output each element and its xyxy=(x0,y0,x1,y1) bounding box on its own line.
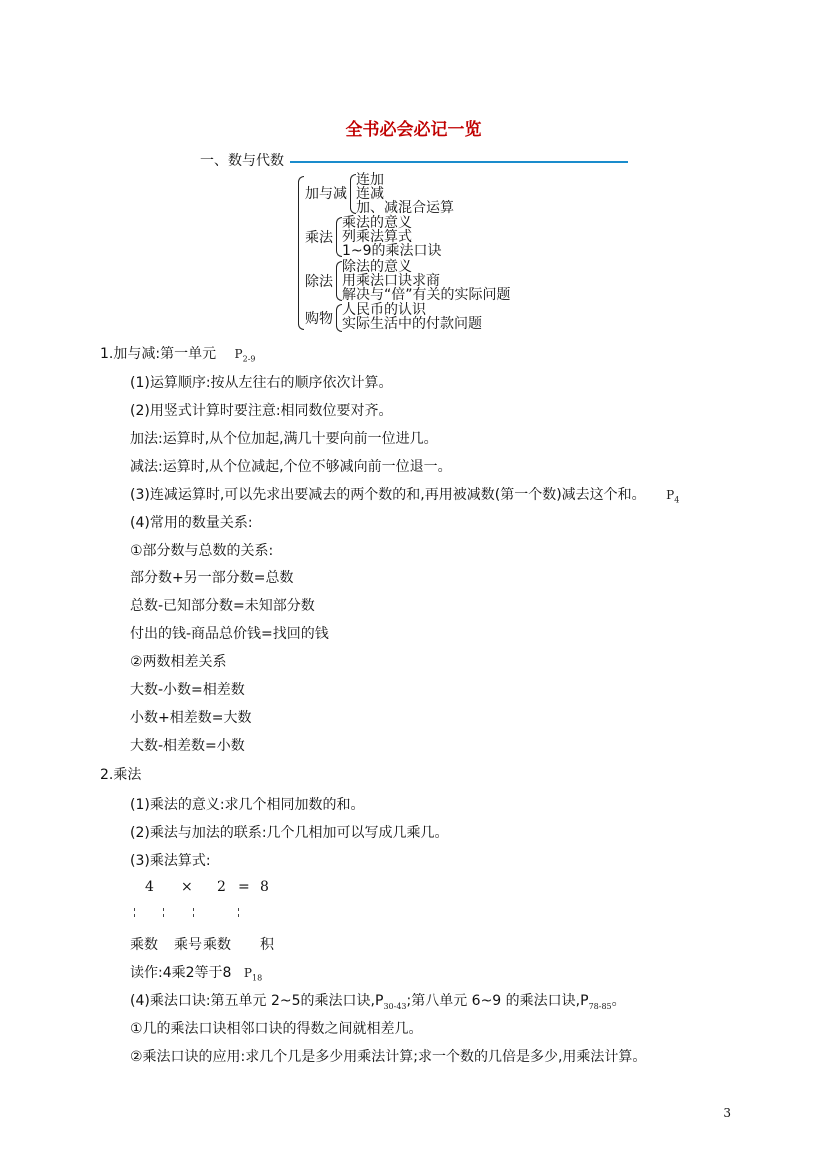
text-line: 大数-相差数=小数 xyxy=(130,738,245,754)
tree-item: 人民币的认识 xyxy=(342,302,426,318)
ref-letter: P xyxy=(666,488,675,502)
text-line: 小数+相差数=大数 xyxy=(130,710,252,726)
page-reference xyxy=(243,966,263,983)
section-1-heading xyxy=(100,343,256,363)
ref-letter: P xyxy=(243,966,252,980)
label-product: 积 xyxy=(260,937,274,953)
text-line: ②两数相差关系 xyxy=(130,654,227,670)
ref-pages: 4 xyxy=(674,495,680,505)
tree-item: 连减 xyxy=(356,186,384,202)
tree-group-label: 加与减 xyxy=(305,186,347,202)
text-line: ①部分数与总数的关系: xyxy=(130,543,274,559)
text-line: (2)用竖式计算时要注意:相同数位要对齐。 xyxy=(130,403,393,419)
line-text: 读作:4乘2等于8 xyxy=(130,965,232,981)
label-factor-a: 乘数 xyxy=(130,937,158,953)
equals-sign: = xyxy=(238,879,250,895)
tree-item: 乘法的意义 xyxy=(342,215,412,231)
section-heading: 一、数与代数 xyxy=(200,153,284,169)
tree-item: 解决与“倍”有关的实际问题 xyxy=(342,287,511,303)
outer-brace xyxy=(298,176,304,330)
page-number: 3 xyxy=(723,1106,731,1120)
text-line: (1)运算顺序:按从左往右的顺序依次计算。 xyxy=(130,375,393,391)
text-line: ①几的乘法口诀相邻口诀的得数之间就相差几。 xyxy=(130,1021,423,1037)
section-2-heading: 2.乘法 xyxy=(100,767,142,783)
tree-item: 列乘法算式 xyxy=(342,229,412,245)
ref-pages: 78-85 xyxy=(588,1001,612,1011)
ref-pages: 18 xyxy=(251,973,263,983)
label-times-sign: 乘号 xyxy=(174,937,202,953)
tree-item: 连加 xyxy=(356,172,384,188)
ref-pages: 30-43 xyxy=(383,1001,407,1011)
page-reference xyxy=(666,488,680,505)
tree-item: 用乘法口诀求商 xyxy=(342,273,440,289)
label-factor-b: 乘数 xyxy=(203,937,231,953)
factor-b: 2 xyxy=(217,879,226,895)
line-text: ;第八单元 6~9 的乘法口诀,P xyxy=(406,993,589,1009)
line-text: 。 xyxy=(611,993,626,1009)
text-line: 总数-已知部分数=未知部分数 xyxy=(130,598,315,614)
heading-text: 1.加与减:第一单元 xyxy=(100,346,217,362)
times-sign: × xyxy=(181,879,193,895)
ref-pages: 2-9 xyxy=(242,354,256,364)
text-line xyxy=(130,962,262,982)
dashed-connector xyxy=(238,908,239,917)
text-line: 部分数+另一部分数=总数 xyxy=(130,570,294,586)
text-line: 付出的钱-商品总价钱=找回的钱 xyxy=(130,626,329,642)
tree-item: 实际生活中的付款问题 xyxy=(342,316,482,332)
text-line: (4)常用的数量关系: xyxy=(130,515,253,531)
line-text: (4)乘法口诀:第五单元 2~5的乘法口诀,P xyxy=(130,993,384,1009)
tree-group-label: 乘法 xyxy=(305,230,333,246)
tree-item: 1~9的乘法口诀 xyxy=(342,243,442,259)
dashed-connector xyxy=(163,908,164,917)
dashed-connector xyxy=(193,908,194,917)
text-line xyxy=(130,990,626,1011)
tree-group-label: 除法 xyxy=(305,274,333,290)
text-line: (2)乘法与加法的联系:几个几相加可以写成几乘几。 xyxy=(130,825,449,841)
text-line: (1)乘法的意义:求几个相同加数的和。 xyxy=(130,797,365,813)
tree-group-label: 购物 xyxy=(305,311,333,327)
text-line: 减法:运算时,从个位减起,个位不够减向前一位退一。 xyxy=(130,459,452,475)
product: 8 xyxy=(260,879,269,895)
tree-item: 加、减混合运算 xyxy=(356,200,454,216)
line-text: (3)连减运算时,可以先求出要减去的两个数的和,再用被减数(第一个数)减去这个和。 xyxy=(130,487,646,503)
text-line: 大数-小数=相差数 xyxy=(130,682,245,698)
page-title: 全书必会必记一览 xyxy=(345,120,482,140)
text-line xyxy=(130,484,679,504)
text-line: 加法:运算时,从个位加起,满几十要向前一位进几。 xyxy=(130,431,438,447)
page-reference xyxy=(234,347,256,364)
ref-letter: P xyxy=(234,347,243,361)
text-line: (3)乘法算式: xyxy=(130,853,211,869)
dashed-connector xyxy=(134,908,135,917)
text-line: ②乘法口诀的应用:求几个几是多少用乘法计算;求一个数的几倍是多少,用乘法计算。 xyxy=(130,1049,647,1065)
section-underline xyxy=(290,161,628,163)
factor-a: 4 xyxy=(145,879,154,895)
tree-item: 除法的意义 xyxy=(342,259,412,275)
